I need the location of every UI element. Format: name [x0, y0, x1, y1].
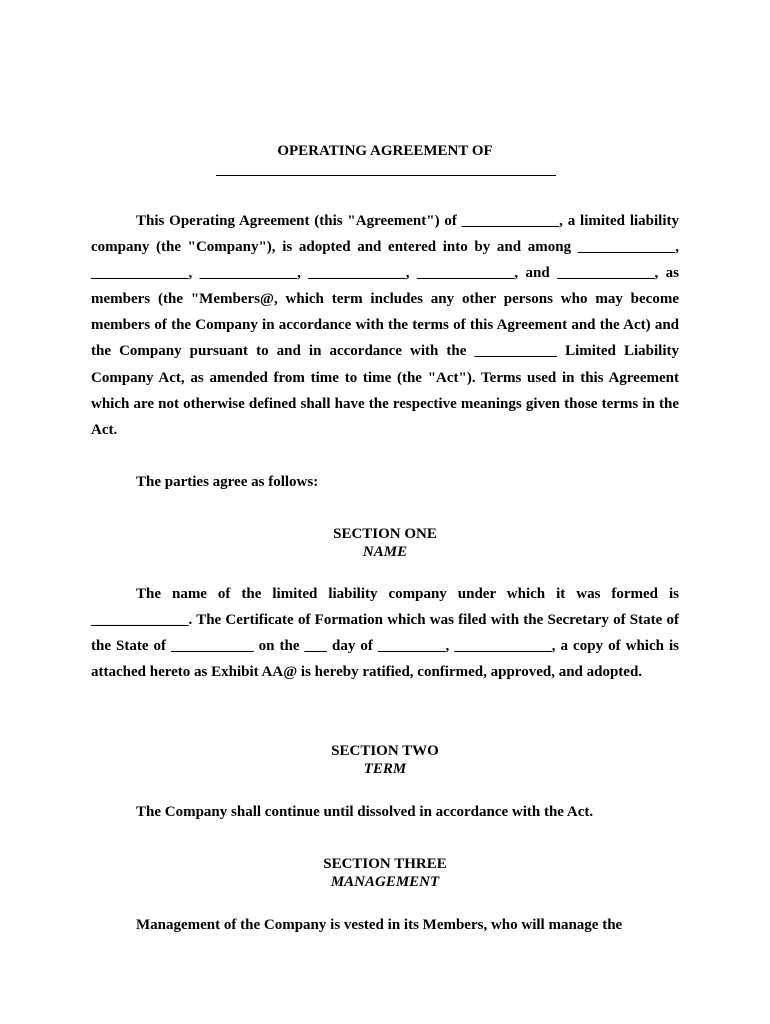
section-one-body: The name of the limited liability company under which it was formed is _____________. The Certificate of Formation which was filed with the Secretary of State of the State of ___________ on the ___ day of _________, _____________, a copy of which is attached hereto as Exhibit AA@ is hereby ratified, confirmed, approved, and adopted.	[91, 586, 679, 681]
section-three-body: Management of the Company is vested in its Members, who will manage the	[136, 917, 623, 933]
title-blank-underline	[216, 175, 556, 176]
section-three-heading	[0, 855, 770, 891]
section-three-title: SECTION THREE	[323, 856, 447, 872]
intro-paragraph: This Operating Agreement (this "Agreement") of _____________, a limited liability company (the "Company"), is adopted and entered into by and among _____________, _____________, _____________, _____________, _____________, and _____________, as members (the "Members@, which term includes any other persons who may become members of the Company in accordance with the terms of this Agreement and the Act) and the Company pursuant to and in accordance with the ___________ Limited Liability Company Act, as amended from time to time (the "Act"). Terms used in this Agreement which are not otherwise defined shall have the respective meanings given those terms in the Act.	[91, 213, 679, 438]
section-one-title: SECTION ONE	[333, 526, 437, 542]
section-three-subtitle: MANAGEMENT	[330, 874, 440, 890]
section-two-heading	[0, 742, 770, 778]
agreement-statement: The parties agree as follows:	[136, 474, 319, 490]
section-two-body: The Company shall continue until dissolved in accordance with the Act.	[136, 804, 594, 820]
section-two-title: SECTION TWO	[331, 743, 439, 759]
section-two-subtitle: TERM	[363, 761, 407, 777]
section-one-subtitle: NAME	[362, 544, 408, 560]
document-title: OPERATING AGREEMENT OF	[277, 143, 493, 159]
section-one-heading	[0, 525, 770, 561]
